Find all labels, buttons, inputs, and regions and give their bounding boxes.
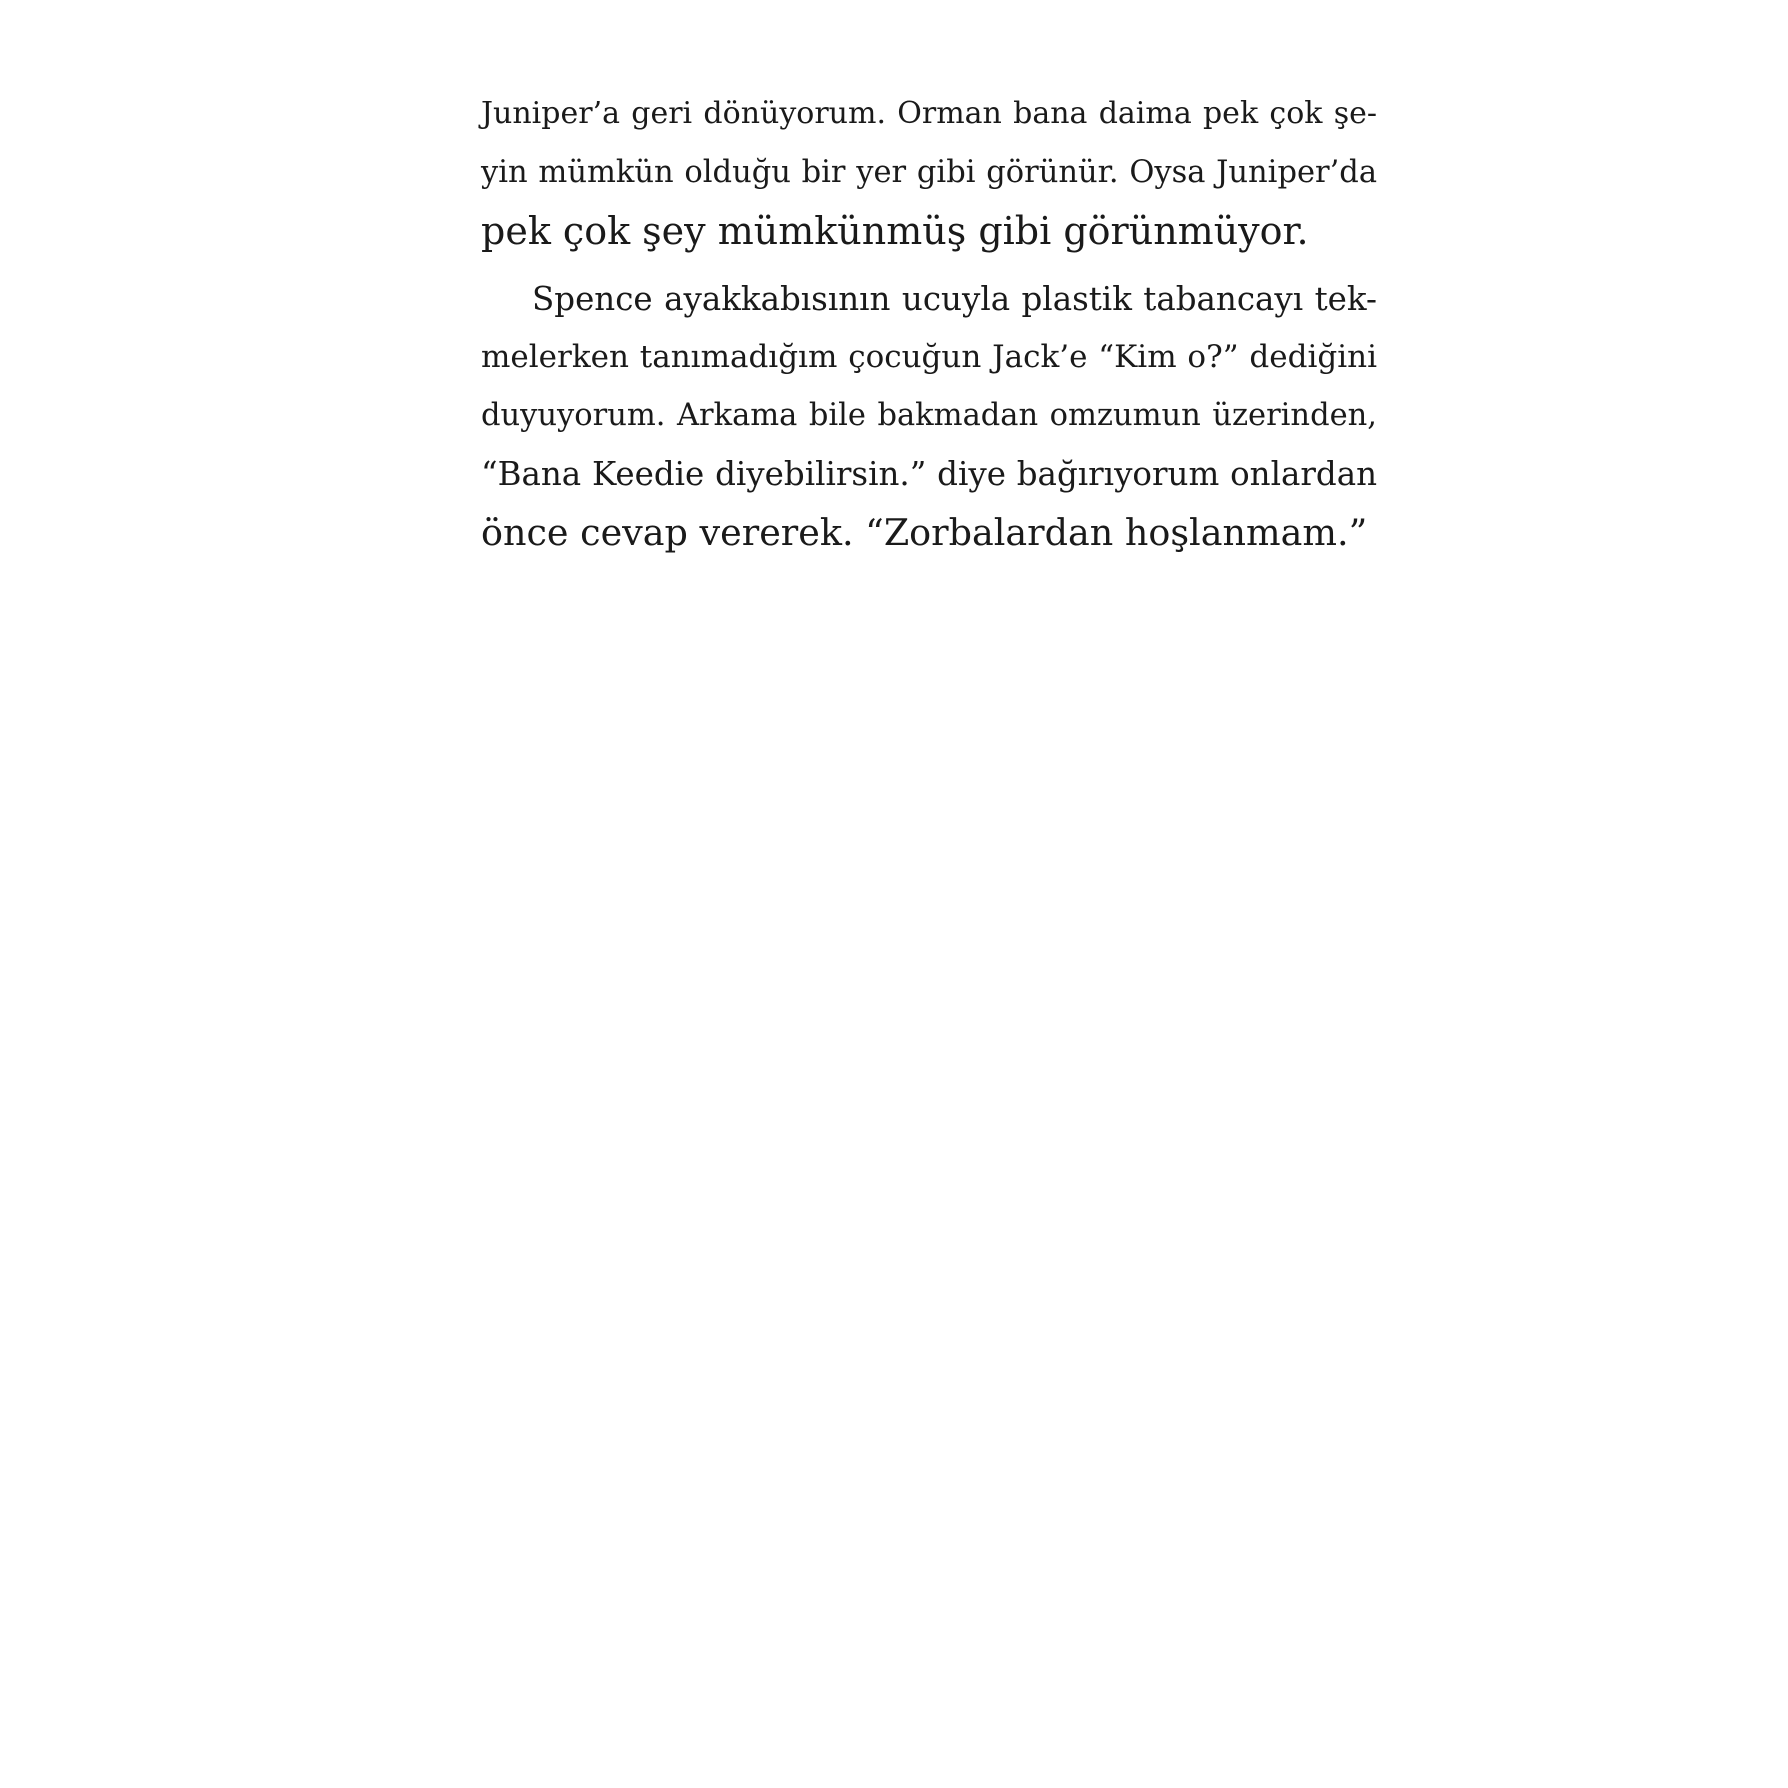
text-line: pek çok şey mümkünmüş gibi görünmüyor. xyxy=(481,209,1309,253)
text-line: melerken tanımadığım çocuğun Jack’e “Kim o?” dediğini xyxy=(481,339,1377,375)
text-line: duyuyorum. Arkama bile bakmadan omzumun üzerinden, xyxy=(481,397,1377,433)
paragraph-1 xyxy=(481,85,1377,261)
text-line: Spence ayakkabısının ucuyla plastik tabancayı tek- xyxy=(532,279,1377,318)
body-text xyxy=(481,85,1377,562)
text-line: yin mümkün olduğu bir yer gibi görünür. Oysa Juniper’da xyxy=(481,154,1377,190)
text-line: “Bana Keedie diyebilirsin.” diye bağırıyorum onlardan xyxy=(481,455,1377,493)
text-line: Juniper’a geri dönüyorum. Orman bana daima pek çok şe- xyxy=(481,96,1377,131)
paragraph-2 xyxy=(481,270,1377,563)
text-line: önce cevap vererek. “Zorbalardan hoşlanmam.” xyxy=(481,510,1368,554)
